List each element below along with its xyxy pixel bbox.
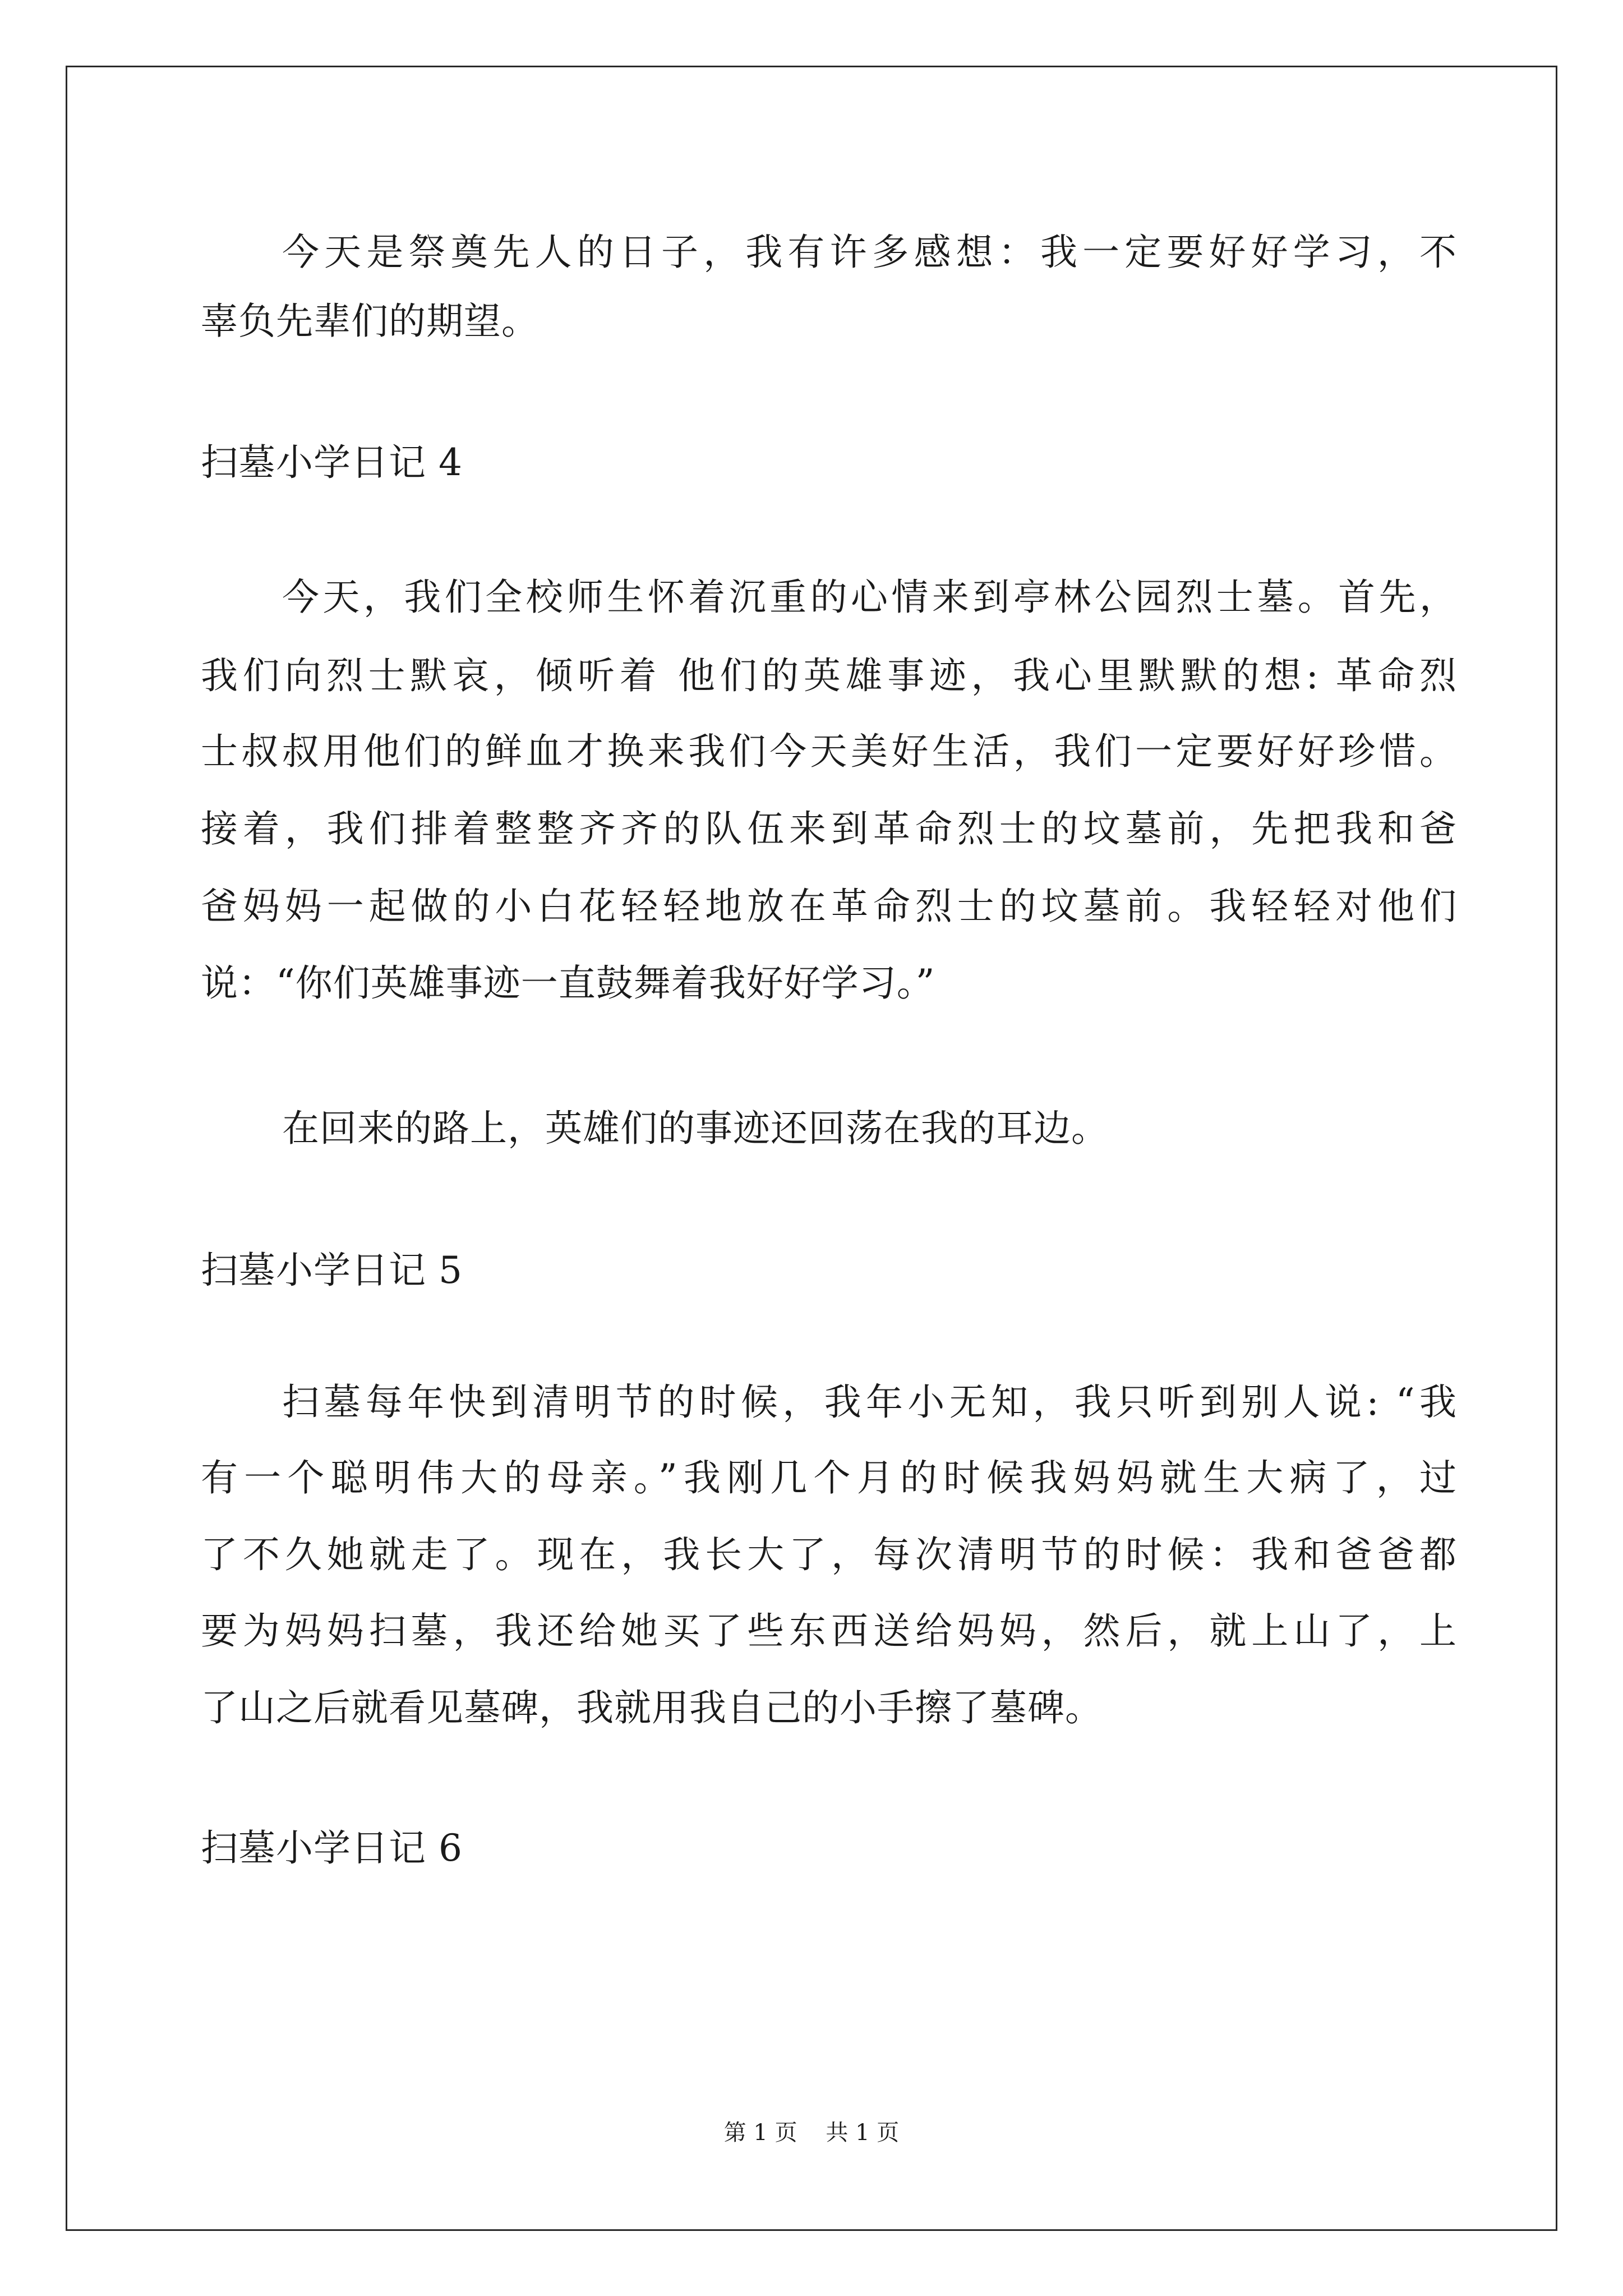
section-heading: 扫墓小学日记 5	[201, 1249, 463, 1292]
paragraph-line: 了山之后就看见墓碑，我就用我自己的小手擦了墓碑。	[201, 1686, 1103, 1729]
paragraph-line: 我们向烈士默哀，倾听着 他们的英雄事迹，我心里默默的想: 革命烈	[201, 654, 1457, 697]
paragraph-line: 爸妈妈一起做的小白花轻轻地放在革命烈士的坟墓前。我轻轻对他们	[201, 885, 1457, 928]
page-number-footer: 第 1 页 共 1 页	[723, 2120, 900, 2146]
paragraph-line: 有一个聪明伟大的母亲。”我刚几个月的时候我妈妈就生大病了，过	[201, 1456, 1457, 1499]
paragraph-line: 在回来的路上，英雄们的事迹还回荡在我的耳边。	[282, 1107, 1109, 1150]
paragraph-line: 士叔叔用他们的鲜血才换来我们今天美好生活，我们一定要好好珍惜。	[201, 730, 1457, 773]
paragraph-line: 辜负先辈们的期望。	[201, 300, 539, 343]
paragraph-line: 要为妈妈扫墓，我还给她买了些东西送给妈妈，然后，就上山了，上	[201, 1609, 1457, 1653]
paragraph-line: 今天，我们全校师生怀着沉重的心情来到亭林公园烈士墓。首先，	[282, 576, 1457, 619]
section-heading: 扫墓小学日记 6	[201, 1826, 463, 1870]
paragraph-line: 扫墓每年快到清明节的时候，我年小无知，我只听到别人说: “我	[282, 1381, 1457, 1424]
paragraph-line: 今天是祭奠先人的日子，我有许多感想：我一定要好好学习，不	[282, 231, 1457, 274]
paragraph-line: 接着，我们排着整整齐齐的队伍来到革命烈士的坟墓前，先把我和爸	[201, 807, 1457, 850]
section-heading: 扫墓小学日记 4	[201, 441, 463, 484]
paragraph-line: 了不久她就走了。现在，我长大了，每次清明节的时候：我和爸爸都	[201, 1533, 1457, 1576]
paragraph-line: 说：“你们英雄事迹一直鼓舞着我好好学习。”	[201, 961, 935, 1005]
